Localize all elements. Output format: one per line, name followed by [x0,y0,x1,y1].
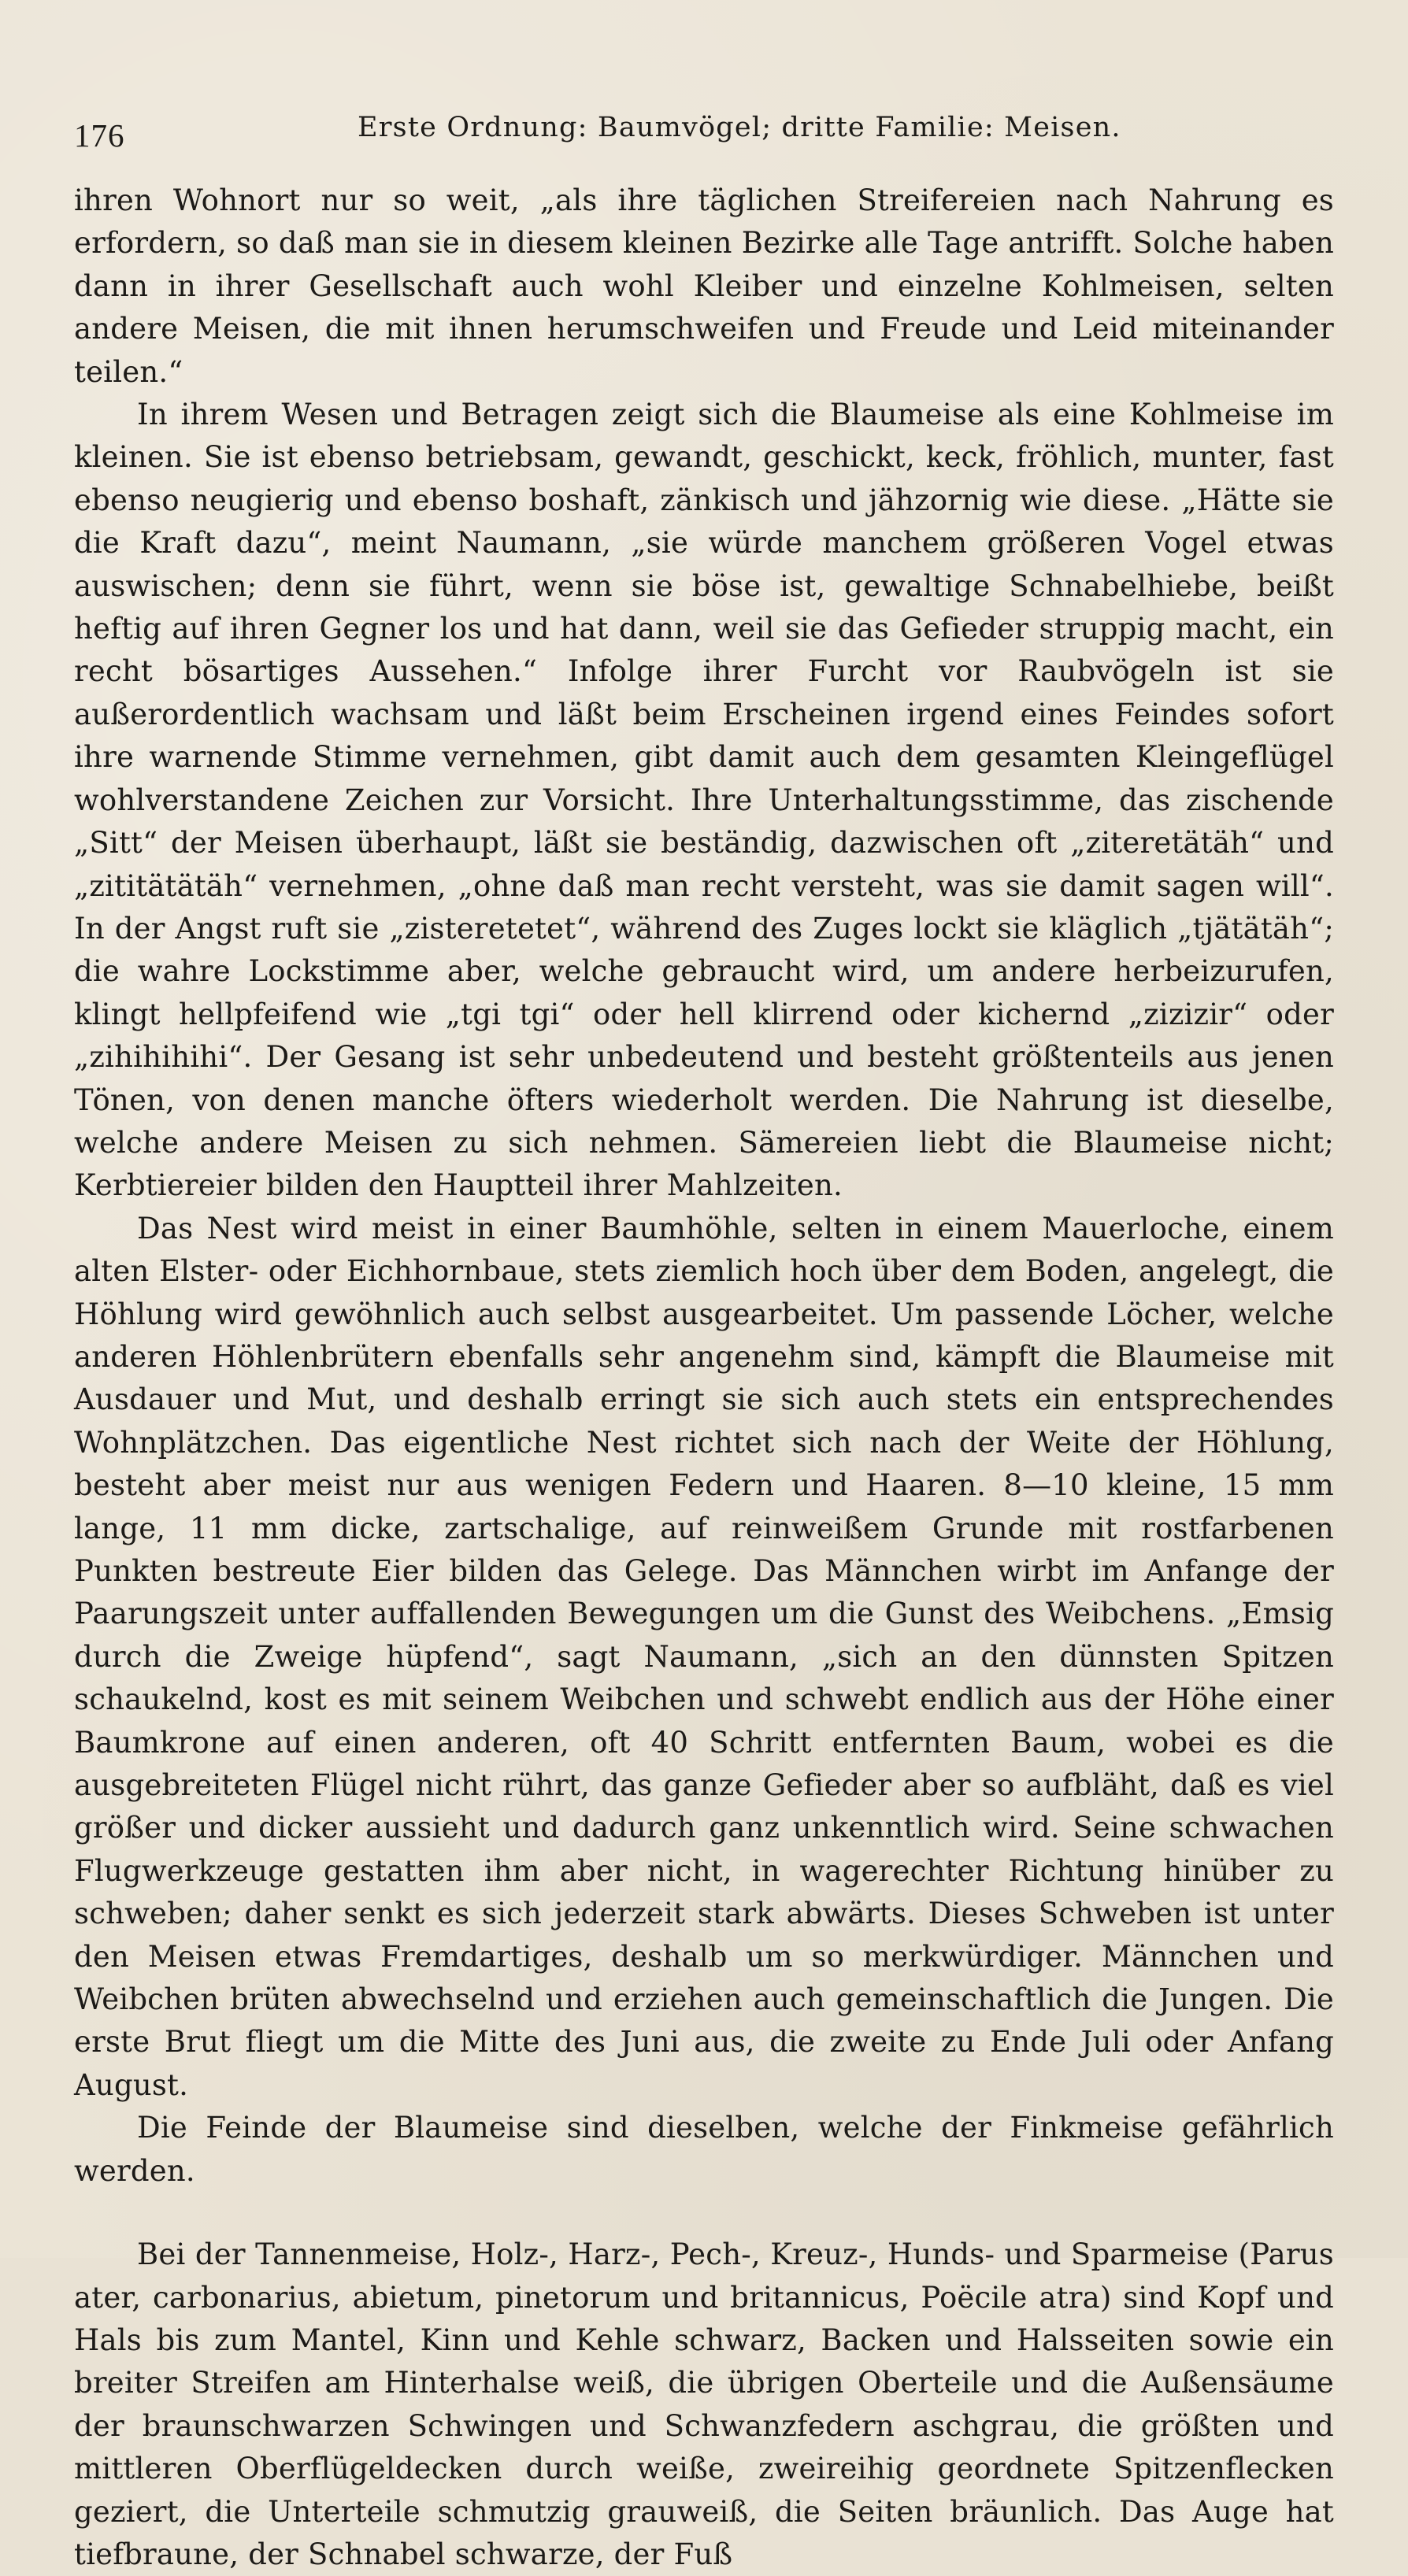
paragraph-behaviour: In ihrem Wesen und Betragen zeigt sich die Blaumeise als eine Kohlmeise im kleinen. Sie ist ebenso betriebsam, gewandt, geschickt, keck, fröhlich, munter, fast ebenso neugierig und ebenso boshaft, zänkisch und jähzornig wie diese. „Hätte sie die Kraft dazu“, meint Naumann, „sie würde manchem größeren Vogel etwas auswischen; denn sie führt, wenn sie böse ist, gewaltige Schnabelhiebe, beißt heftig auf ihren Gegner los und hat dann, weil sie das Gefieder struppig macht, ein recht bösartiges Aussehen.“ Infolge ihrer Furcht vor Raubvögeln ist sie außerordentlich wachsam und läßt beim Erscheinen irgend eines Feindes sofort ihre warnende Stimme vernehmen, gibt damit auch dem gesamten Kleingeflügel wohlverstandene Zeichen zur Vorsicht. Ihre Unterhaltungsstimme, das zischende „Sitt“ der Meisen überhaupt, läßt sie beständig, dazwischen oft „ziteretätäh“ und „zititätätäh“ vernehmen, „ohne daß man recht versteht, was sie damit sagen will“. In der Angst ruft sie „zisteretetet“, während des Zuges lockt sie kläglich „tjätätäh“; die wahre Lockstimme aber, welche gebraucht wird, um andere herbeizurufen, klingt hellpfeifend wie „tgi tgi“ oder hell klirrend oder kichernd „zizizir“ oder „zihihihihi“. Der Gesang ist sehr unbedeutend und besteht größtenteils aus jenen Tönen, von denen manche öfters wiederholt werden. Die Nahrung ist dieselbe, welche andere Meisen zu sich nehmen. Sämereien liebt die Blaumeise nicht; Kerbtiereier bilden den Hauptteil ihrer Mahlzeiten. [74,398,1334,1203]
paragraph-nest: Das Nest wird meist in einer Baumhöhle, selten in einem Mauerloche, einem alten Elster- oder Eichhornbaue, stets ziemlich hoch über dem Boden, angelegt, die Höhlung wird gewöhnlich auch selbst ausgearbeitet. Um passende Löcher, welche anderen Höhlenbrütern ebenfalls sehr angenehm sind, kämpft die Blaumeise mit Ausdauer und Mut, und deshalb erringt sie sich auch stets ein entsprechendes Wohnplätzchen. Das eigentliche Nest richtet sich nach der Weite der Höhlung, besteht aber meist nur aus wenigen Federn und Haaren. 8—10 kleine, 15 mm lange, 11 mm dicke, zartschalige, auf reinweißem Grunde mit rostfarbenen Punkten bestreute Eier bilden das Gelege. Das Männchen wirbt im Anfange der Paarungszeit unter auffallenden Bewegungen um die Gunst des Weibchens. „Emsig durch die Zweige hüpfend“, sagt Naumann, „sich an den dünnsten Spitzen schaukelnd, kost es mit seinem Weibchen und schwebt endlich aus der Höhe einer Baumkrone auf einen anderen, oft 40 Schritt entfernten Baum, wobei es die ausgebreiteten Flügel nicht rührt, das ganze Gefieder aber so aufbläht, daß es viel größer und dicker aussieht und dadurch ganz unkenntlich wird. Seine schwachen Flugwerkzeuge gestatten ihm aber nicht, in wagerechter Richtung hinüber zu schweben; daher senkt es sich jederzeit stark abwärts. Dieses Schweben ist unter den Meisen etwas Fremdartiges, deshalb um so merkwürdiger. Männchen und Weibchen brüten abwechselnd und erziehen auch gemeinschaftlich die Jungen. Die erste Brut fliegt um die Mitte des Juni aus, die zweite zu Ende Juli oder Anfang August. [74,1211,1334,2102]
section-gap [74,2193,1334,2234]
body-text [74,180,1334,2576]
paragraph-continuation: ihren Wohnort nur so weit, „als ihre täglichen Streifereien nach Nahrung es erfordern, so daß man sie in diesem kleinen Bezirke alle Tage antrifft. Solche haben dann in ihrer Gesellschaft auch wohl Kleiber und einzelne Kohlmeisen, selten andere Meisen, die mit ihnen herumschweifen und Freude und Leid miteinander teilen.“ [74,183,1334,389]
page-header [74,109,1334,156]
running-head: Erste Ordnung: Baumvögel; dritte Familie: Meisen. [358,112,1121,143]
page-number: 176 [74,117,125,154]
paragraph-enemies: Die Feinde der Blaumeise sind dieselben, welche der Finkmeise gefährlich werden. [74,2111,1334,2188]
paragraph-coal-tit: Bei der Tannenmeise, Holz-, Harz-, Pech-, Kreuz-, Hunds- und Sparmeise (Parus ater, carbonarius, abietum, pinetorum und britannicus, Poëcile atra) sind Kopf und Hals bis zum Mantel, Kinn und Kehle schwarz, Backen und Halsseiten sowie ein breiter Streifen am Hinterhalse weiß, die übrigen Oberteile und die Außensäume der braunschwarzen Schwingen und Schwanzfedern aschgrau, die größten und mittleren Oberflügeldecken durch weiße, zweireihig geordnete Spitzenflecken geziert, die Unterteile schmutzig grauweiß, die Seiten bräunlich. Das Auge hat tiefbraune, der Schnabel schwarze, der Fuß [74,2237,1334,2571]
